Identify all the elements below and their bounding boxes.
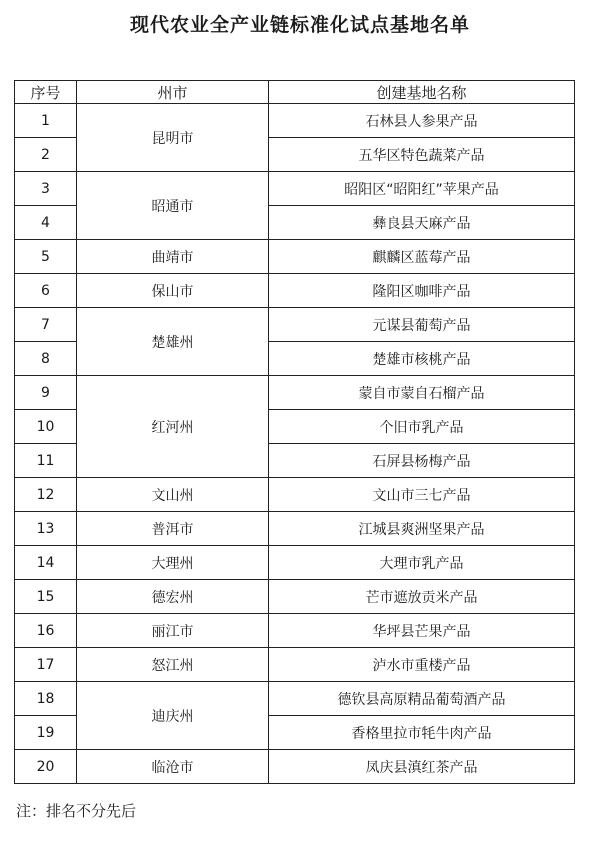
table-row (15, 580, 575, 614)
serial-cell: 17 (15, 648, 77, 682)
base-name-cell: 隆阳区咖啡产品 (269, 274, 575, 308)
header-serial: 序号 (15, 81, 77, 104)
city-cell: 昆明市 (77, 104, 269, 172)
city-cell: 丽江市 (77, 614, 269, 648)
base-name-cell: 彝良县天麻产品 (269, 206, 575, 240)
city-cell: 普洱市 (77, 512, 269, 546)
base-name-cell: 泸水市重楼产品 (269, 648, 575, 682)
table-row (15, 478, 575, 512)
serial-cell: 2 (15, 138, 77, 172)
serial-cell: 20 (15, 750, 77, 784)
base-name-cell: 香格里拉市牦牛肉产品 (269, 716, 575, 750)
base-name-cell: 楚雄市核桃产品 (269, 342, 575, 376)
serial-cell: 19 (15, 716, 77, 750)
table-row (15, 648, 575, 682)
header-city: 州市 (77, 81, 269, 104)
base-name-cell: 石屏县杨梅产品 (269, 444, 575, 478)
serial-cell: 15 (15, 580, 77, 614)
city-cell: 红河州 (77, 376, 269, 478)
serial-cell: 9 (15, 376, 77, 410)
table-row (15, 546, 575, 580)
base-name-cell: 华坪县芒果产品 (269, 614, 575, 648)
table-row (15, 172, 575, 206)
header-base-name: 创建基地名称 (269, 81, 575, 104)
city-cell: 文山州 (77, 478, 269, 512)
base-name-cell: 芒市遮放贡米产品 (269, 580, 575, 614)
city-cell: 怒江州 (77, 648, 269, 682)
base-name-cell: 文山市三七产品 (269, 478, 575, 512)
table-row (15, 274, 575, 308)
base-name-cell: 大理市乳产品 (269, 546, 575, 580)
table-row (15, 682, 575, 716)
serial-cell: 12 (15, 478, 77, 512)
city-cell: 临沧市 (77, 750, 269, 784)
serial-cell: 16 (15, 614, 77, 648)
page-title: 现代农业全产业链标准化试点基地名单 (129, 14, 470, 36)
serial-cell: 1 (15, 104, 77, 138)
serial-cell: 13 (15, 512, 77, 546)
serial-cell: 3 (15, 172, 77, 206)
serial-cell: 8 (15, 342, 77, 376)
base-name-cell: 麒麟区蓝莓产品 (269, 240, 575, 274)
base-name-cell: 蒙自市蒙自石榴产品 (269, 376, 575, 410)
city-cell: 迪庆州 (77, 682, 269, 750)
base-name-cell: 个旧市乳产品 (269, 410, 575, 444)
base-name-cell: 江城县爽洲坚果产品 (269, 512, 575, 546)
city-cell: 大理州 (77, 546, 269, 580)
base-name-cell: 昭阳区“昭阳红”苹果产品 (269, 172, 575, 206)
city-cell: 楚雄州 (77, 308, 269, 376)
table-row (15, 308, 575, 342)
table-row (15, 104, 575, 138)
serial-cell: 5 (15, 240, 77, 274)
serial-cell: 4 (15, 206, 77, 240)
serial-cell: 11 (15, 444, 77, 478)
city-cell: 曲靖市 (77, 240, 269, 274)
table-row (15, 614, 575, 648)
table-row (15, 376, 575, 410)
footnote: 注：排名不分先后 (16, 802, 137, 820)
table-row (15, 240, 575, 274)
table-row (15, 512, 575, 546)
table-row (15, 750, 575, 784)
base-name-cell: 五华区特色蔬菜产品 (269, 138, 575, 172)
base-name-cell: 元谋县葡萄产品 (269, 308, 575, 342)
serial-cell: 7 (15, 308, 77, 342)
serial-cell: 10 (15, 410, 77, 444)
table-header-row (15, 81, 575, 104)
base-name-cell: 德钦县高原精品葡萄酒产品 (269, 682, 575, 716)
city-cell: 德宏州 (77, 580, 269, 614)
city-cell: 保山市 (77, 274, 269, 308)
pilot-base-table (14, 80, 575, 784)
base-name-cell: 石林县人参果产品 (269, 104, 575, 138)
base-name-cell: 凤庆县滇红茶产品 (269, 750, 575, 784)
serial-cell: 6 (15, 274, 77, 308)
serial-cell: 18 (15, 682, 77, 716)
city-cell: 昭通市 (77, 172, 269, 240)
serial-cell: 14 (15, 546, 77, 580)
